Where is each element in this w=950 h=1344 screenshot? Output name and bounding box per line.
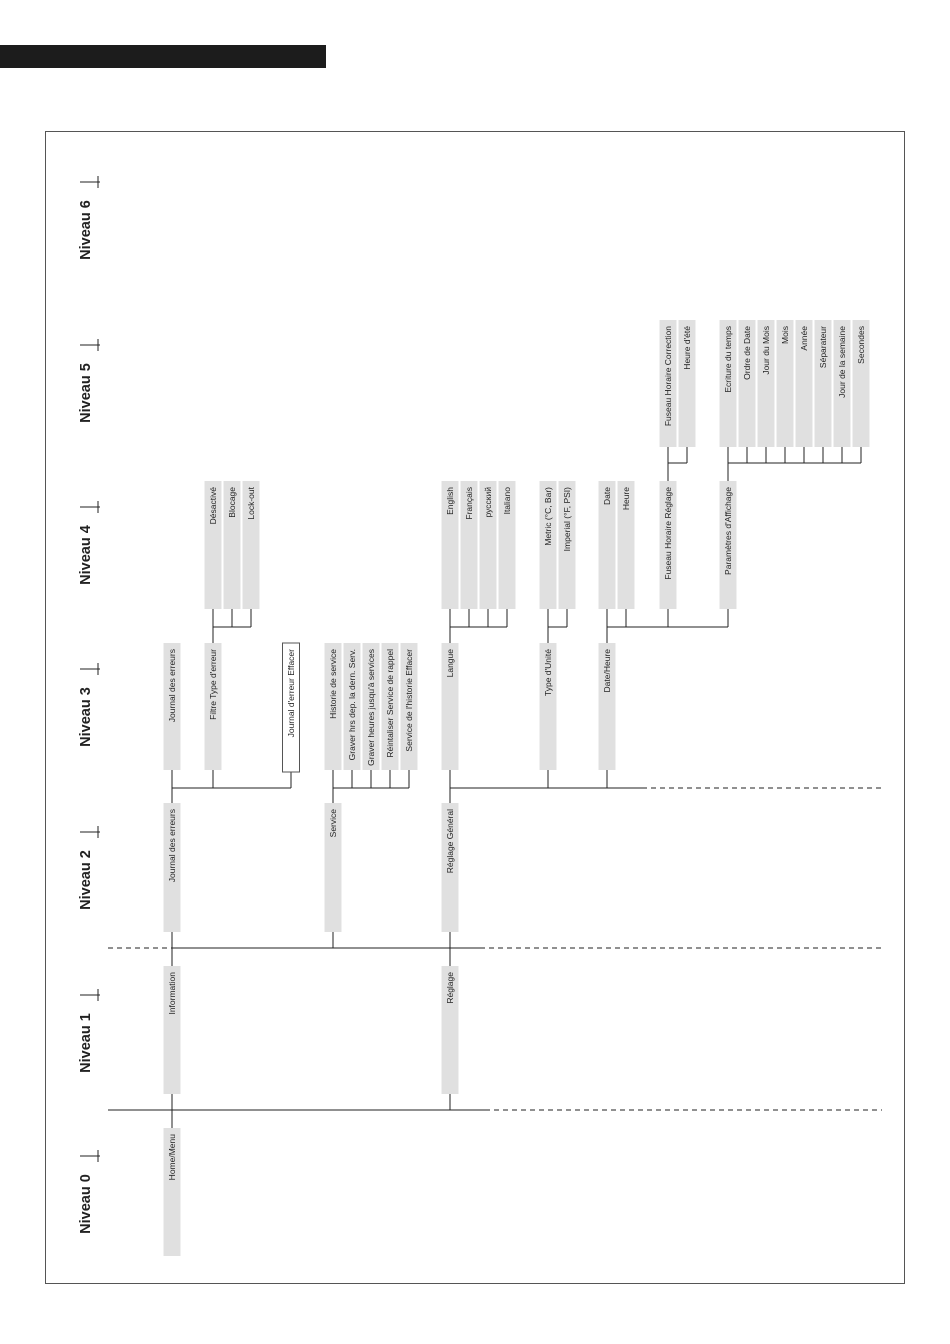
level-4-header: Niveau 4 [78, 525, 94, 585]
level-5-header: Niveau 5 [78, 363, 94, 423]
jour-de-la-semaine-label: Jour de la semaine [837, 326, 847, 398]
reinitaliser-service-label: Réintaliser Service de rappel [385, 649, 395, 758]
ordre-de-date-label: Ordre de Date [742, 326, 752, 380]
secondes-label: Secondes [856, 326, 866, 364]
fuseau-horaire-reglage-label: Fuseau Horaire Réglage [663, 487, 673, 580]
parametres-affichage-label: Paramètres d'Affichage [723, 487, 733, 575]
level-3-header: Niveau 3 [78, 687, 94, 747]
graver-heures-jusqua-label: Graver heures jusqu'à services [366, 649, 376, 766]
mois-label: Mois [780, 326, 790, 344]
russian-label: русский [483, 487, 493, 518]
information-label: Information [167, 972, 177, 1015]
heure-ete-label: Heure d'été [682, 326, 692, 370]
langue-label: Langue [445, 649, 455, 678]
level-2-header: Niveau 2 [78, 850, 94, 910]
blocage-label: Blocage [227, 487, 237, 518]
date-heure-label: Date/Heure [602, 649, 612, 693]
jour-du-mois-label: Jour du Mois [761, 326, 771, 375]
imperial-label: Imperial (°F, PSI) [562, 487, 572, 552]
italiano-label: Italiano [502, 487, 512, 515]
english-label: English [445, 487, 455, 515]
journal-erreur-effacer-label: Journal d'erreur Effacer [286, 649, 296, 738]
service-historie-effacer-label: Service de l'historie Effacer [404, 649, 414, 752]
level-0-header: Niveau 0 [78, 1174, 94, 1234]
level-6-header: Niveau 6 [78, 200, 94, 260]
graver-hrs-dep-label: Graver hrs dep. la dern. Serv. [347, 649, 357, 761]
ecriture-du-temps-label: Ecriture du temps [723, 326, 733, 393]
lock-out-label: Lock-out [246, 487, 256, 520]
home-menu-label: Home/Menu [167, 1134, 177, 1181]
historie-de-service-label: Historie de service [328, 649, 338, 719]
type-unite-label: Type d'Unité [543, 649, 553, 696]
reglage-label: Réglage [445, 972, 455, 1004]
reglage-general-label: Réglage Général [445, 809, 455, 874]
francais-label: Français [464, 487, 474, 520]
desactive-label: Désactivé [208, 487, 218, 525]
metric-label: Metric (°C, Bar) [543, 487, 553, 546]
service-label: Service [328, 809, 338, 838]
journal-des-erreurs-l2-label: Journal des erreurs [167, 809, 177, 883]
journal-des-erreurs-l3-label: Journal des erreurs [167, 649, 177, 723]
date-label: Date [602, 487, 612, 505]
fuseau-horaire-correction-label: Fuseau Horaire Correction [663, 326, 673, 427]
heure-label: Heure [621, 487, 631, 511]
separateur-label: Séparateur [818, 326, 828, 369]
annee-label: Année [799, 326, 809, 351]
filtre-type-erreur-label: Filtre Type d'erreur [208, 649, 218, 720]
level-1-header: Niveau 1 [78, 1013, 94, 1073]
